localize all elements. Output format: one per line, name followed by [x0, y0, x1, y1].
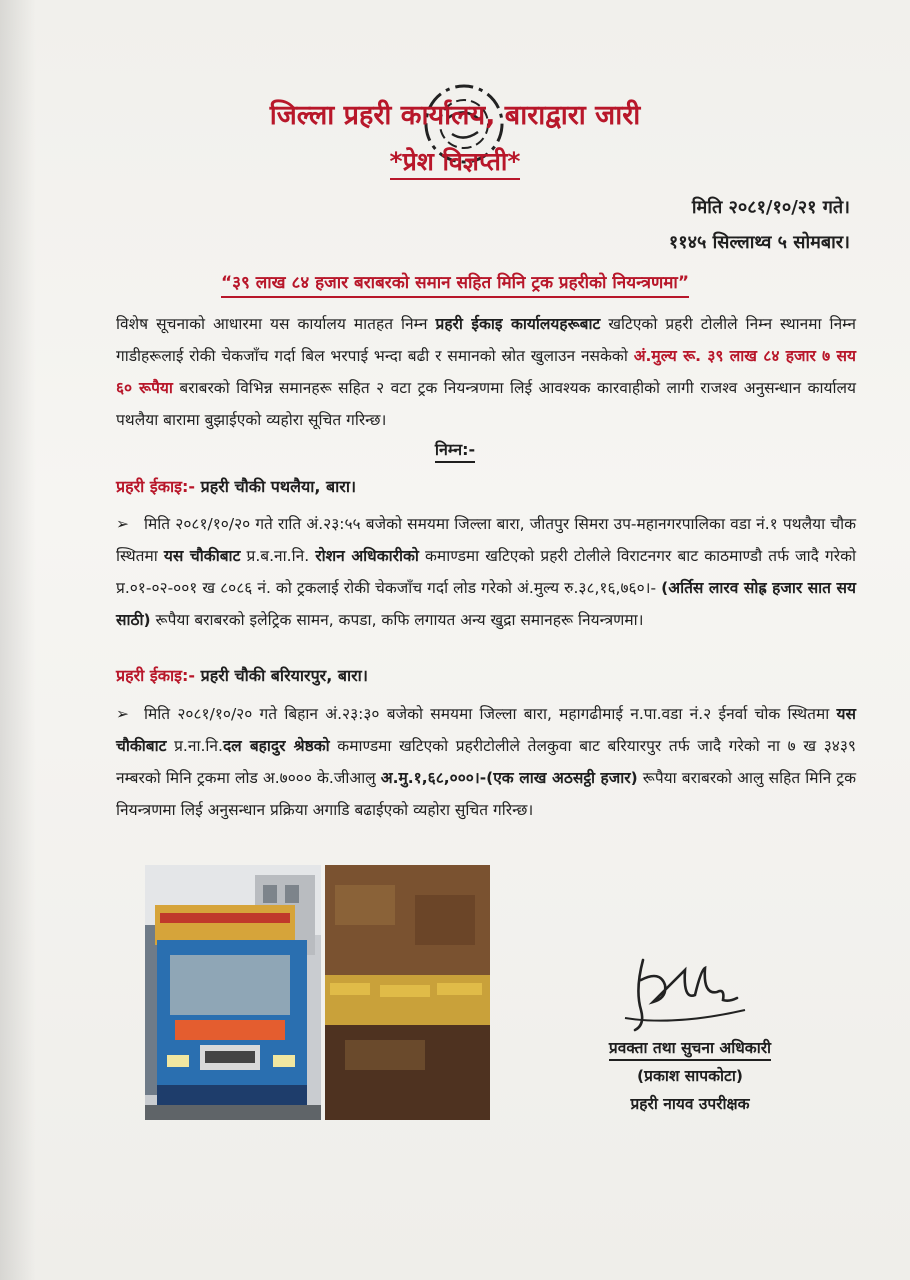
signatory-title: प्रवक्ता तथा सुचना अधिकारी	[580, 1036, 800, 1058]
press-release-heading: *प्रेश विज्ञप्ती*	[0, 144, 910, 178]
police-unit-heading-2: प्रहरी ईकाइ:- प्रहरी चौकी बरियारपुर, बारा।	[116, 666, 368, 685]
seized-goods-photo	[325, 865, 490, 1120]
signatory-name: (प्रकाश सापकोटा)	[637, 1067, 743, 1085]
release-reference: ११४५ सिल्लाथ्व ५ सोमबार।	[668, 232, 850, 253]
incident-item-1: ➢ मिति २०८१/१०/२० गते राति अं.२३:५५ बजेको समयमा जिल्ला बारा, जीतपुर सिमरा उप-महानगरपालिका वडा नं.१ पथलैया चौक स्थितमा यस चौकीबाट प्र.ब.ना.नि. रोशन अधिकारीको कमाण्डमा खटिएको प्रहरी टोलीले विराटनगर बाट काठमाण्डौ तर्फ जादै गरेको प्र.०१-०२-००१ ख ८०८६ नं. को ट्रकलाई रोकी चेकजाँच गर्दा लोड गरेको अं.मुल्य रु.३८,१६,७६०।- (अर्तिस लारव सोह्र हजार सात सय साठी) रूपैया बराबरको इलेट्रिक सामन, कपडा, कफि लगायत अन्य खुद्रा समानहरू नियन्त्रणमा।	[116, 508, 856, 636]
following-heading: निम्न:-	[0, 438, 910, 460]
news-headline: “३९ लाख ८४ हजार बराबरको समान सहित मिनि ट्रक प्रहरीको नियन्त्रणमा”	[0, 270, 910, 293]
arrow-bullet-icon: ➢	[116, 515, 129, 533]
officer-signature	[605, 940, 755, 1035]
issuing-office-title: जिल्ला प्रहरी कार्यालय, बाराद्वारा जारी	[269, 100, 641, 131]
truck-photo	[145, 865, 321, 1120]
incident-item-2: ➢ मिति २०८१/१०/२० गते बिहान अं.२३:३० बजेको समयमा जिल्ला बारा, महागढीमाई न.पा.वडा नं.२ ईनर्वा चोक स्थितमा यस चौकीबाट प्र.ना.नि.दल बहादुर श्रेष्ठको कमाण्डमा खटिएको प्रहरीटोलीले तेलकुवा बाट बरियारपुर तर्फ जादै गरेको ना ७ ख ३४३९ नम्बरको मिनि ट्रकमा लोड अ.७००० के.जीआलु अ.मु.१,६८,०००।-(एक लाख अठसट्ठी हजार) रूपैया बराबरको आलु सहित मिनि ट्रक नियन्त्रणमा लिई अनुसन्धान प्रक्रिया अगाडि बढाईएको व्यहोरा सुचित गरिन्छ।	[116, 698, 856, 826]
signatory-rank: प्रहरी नायव उपरीक्षक	[630, 1095, 750, 1113]
release-date: मिति २०८१/१०/२१ गते।	[691, 197, 850, 218]
police-unit-heading-1: प्रहरी ईकाइ:- प्रहरी चौकी पथलैया, बारा।	[116, 477, 357, 496]
intro-paragraph: विशेष सूचनाको आधारमा यस कार्यालय मातहत निम्न प्रहरी ईकाइ कार्यालयहरूबाट खटिएको प्रहरी टोलीले निम्न स्थानमा निम्न गाडीहरूलाई रोकी चेकजाँच गर्दा बिल भरपाई भन्दा बढी र समानको स्रोत खुलाउन नसकेको अं.मुल्य रू. ३९ लाख ८४ हजार ७ सय ६० रूपैया बराबरको विभिन्न समानहरू सहित २ वटा ट्रक नियन्त्रणमा लिई आवश्यक कारवाहीको लागी राजश्व अनुसन्धान कार्यालय पथलैया बारामा बुझाईएको व्यहोरा सूचित गरिन्छ।	[116, 315, 857, 429]
arrow-bullet-icon: ➢	[116, 705, 129, 723]
